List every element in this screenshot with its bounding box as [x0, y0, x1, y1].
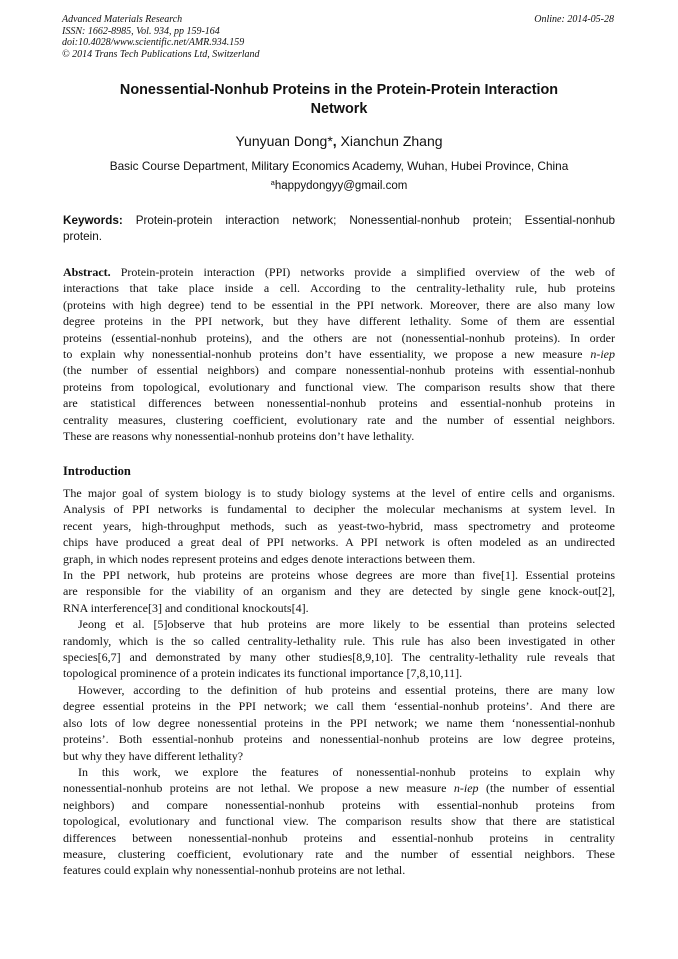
introduction-body: [63, 485, 615, 879]
doi-line[interactable]: doi:10.4028/www.scientific.net/AMR.934.159: [62, 37, 245, 49]
body-line: Jeong et al. [5]observe that hub proteins are more likely to be essential than proteins selected: [78, 617, 615, 632]
abstract-line: Abstract. Protein-protein interaction (PPI) networks provide a simplified overview of the web of: [63, 265, 615, 279]
author-name: Xianchun Zhang: [336, 133, 443, 149]
body-line: However, according to the definition of hub proteins and essential proteins, there are many low: [78, 682, 615, 697]
abstract-line: interactions that take place inside a cell. According to the centrality-lethality rule, hub proteins: [63, 281, 615, 296]
paper-title: [80, 81, 598, 119]
title-line: Nonessential-Nonhub Proteins in the Protein-Protein Interaction: [119, 82, 559, 98]
author-separator: ,: [332, 133, 337, 149]
abstract: [63, 264, 615, 444]
section-heading-introduction: Introduction: [63, 464, 131, 478]
abstract-line: These are reasons why nonessential-nonhub proteins don’t have lethality.: [63, 429, 415, 444]
author-list: [0, 133, 678, 149]
abstract-line: (the number of essential neighbors) and compare nonessential-nonhub proteins with essential-nonhub: [63, 363, 615, 378]
keywords-line: Keywords: Protein-protein interaction network; Nonessential-nonhub protein; Essential-nonhub: [63, 214, 615, 227]
body-line: topological prominence of a protein indicates its functional importance [7,8,10,11].: [63, 666, 463, 681]
measure-term: n-iep: [453, 781, 479, 796]
title-line: Network: [310, 101, 368, 117]
copyright-line: © 2014 Trans Tech Publications Ltd, Switzerland: [62, 48, 260, 60]
body-line: species[6,7] and demonstrated by many other studies[8,9,10]. The centrality-lethality rule reveals that: [63, 650, 615, 665]
body-line: Analysis of PPI networks is fundamental to decipher the molecular mechanisms at system level. In: [63, 502, 615, 517]
issn-line: ISSN: 1662-8985, Vol. 934, pp 159-164: [62, 25, 220, 37]
author-name: Yunyuan Dong*: [235, 133, 333, 149]
body-line: measure, clustering coefficient, evolutionary rate and the number of essential neighbors. These: [63, 846, 615, 861]
journal-header: [62, 14, 260, 60]
keywords: [63, 213, 615, 244]
body-line: The major goal of system biology is to study biology systems at the level of entire cells and organisms.: [63, 486, 615, 500]
body-line: nonessential-nonhub proteins are not lethal. We propose a new measure n-iep (the number of essential: [63, 781, 615, 796]
body-line: randomly, which is the so called centrality-lethality rule. This rule has also been investigated in other: [63, 633, 615, 648]
body-line: In this work, we explore the features of nonessential-nonhub proteins to explain why: [78, 764, 615, 779]
body-line: but why they have different lethality?: [63, 748, 244, 763]
measure-term: n-iep: [590, 347, 615, 362]
abstract-line: are statistical differences between nonessential-nonhub proteins and essential-nonhub proteins in: [63, 396, 615, 411]
body-line: are responsible for the viability of an organism and they are detected by single gene knock-out[2],: [63, 584, 615, 599]
abstract-line: (proteins with high degree) tend to be essential in the PPI network. Moreover, there are also many low: [63, 297, 615, 312]
body-line: RNA interference[3] and conditional knockouts[4].: [63, 600, 309, 615]
abstract-line: centrality measures, clustering coefficient, evolutionary rate and the number of essential neighbors.: [63, 412, 615, 427]
keywords-line: protein.: [63, 229, 102, 243]
body-line: graph, in which nodes represent proteins and edges denote interactions between them.: [63, 551, 476, 566]
email-address[interactable]: happydongyy@gmail.com: [274, 180, 408, 192]
body-line: neighbors) and compare nonessential-nonhub proteins with essential-nonhub proteins from: [63, 797, 615, 812]
body-line: proteins’. Both essential-nonhub proteins and nonessential-nonhub proteins are low degree proteins,: [63, 732, 615, 747]
abstract-line: proteins (essential-nonhub proteins), and the others are not (nonessential-nonhub proteins). In order: [63, 330, 615, 345]
body-line: In the PPI network, hub proteins are proteins whose degrees are more than five[1]. Essential proteins: [63, 568, 615, 583]
body-line: chips have produced a great deal of PPI networks. A PPI network is often modeled as an undirected: [63, 535, 615, 550]
body-line: recent years, high-throughput methods, such as yeast-two-hybrid, mass spectrometry and proteome: [63, 518, 615, 533]
body-line: differences between nonessential-nonhub proteins and essential-nonhub proteins in centrality: [63, 830, 615, 845]
online-date: Online: 2014-05-28: [534, 14, 614, 25]
journal-name: Advanced Materials Research: [62, 14, 183, 25]
author-email: [0, 178, 678, 192]
body-line: features could explain why nonessential-nonhub proteins are not lethal.: [63, 863, 406, 878]
body-line: also lots of low degree nonessential proteins in the PPI network; we name them ‘nonessential-nonhub: [63, 715, 615, 730]
affiliation: Basic Course Department, Military Economics Academy, Wuhan, Hubei Province, China: [109, 159, 569, 173]
abstract-line: proteins from topological, evolutionary and functional view. The comparison results show that there: [63, 379, 615, 394]
abstract-label: Abstract.: [63, 265, 111, 279]
body-line: degree essential proteins in the PPI network; we call them ‘essential-nonhub proteins’. And there are: [63, 699, 615, 714]
keywords-label: Keywords:: [63, 214, 123, 227]
abstract-line: to explain why nonessential-nonhub proteins don’t have essentiality, we propose a new measure n-iep: [63, 347, 615, 362]
abstract-line: degree proteins in the PPI network, but they have different lethality. Some of them are essential: [63, 314, 615, 329]
email-marker: a: [270, 178, 275, 187]
body-line: topological, evolutionary and functional view. The comparison results show that there are statistical: [63, 814, 615, 829]
